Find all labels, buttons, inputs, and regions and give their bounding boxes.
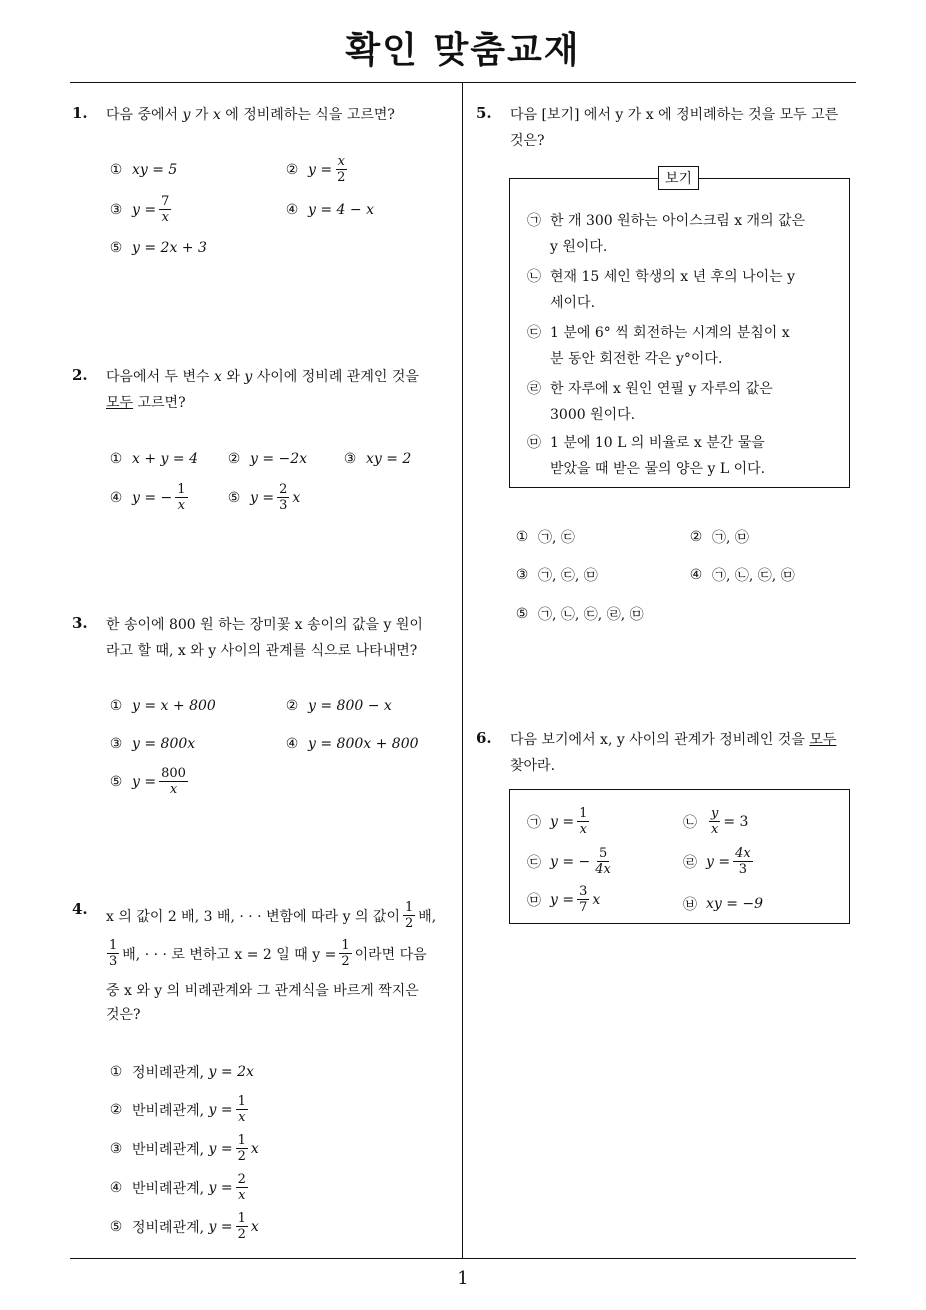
q4-number: 4.: [72, 900, 88, 918]
q3-option-4[interactable]: ④ y = 800x + 800: [285, 736, 419, 752]
q4-option-3[interactable]: ③ 반비례관계, y = $\frac{1}{2}$ x: [109, 1133, 259, 1164]
q5-item-4-line1: ㉣ 한 자루에 x 원인 연필 y 자루의 값은: [527, 381, 773, 397]
q4-line2: $\frac{1}{3}$ 배, · · · 로 변하고 x = 2 일 때 y = $\frac{1}{2}$ 이라면 다음: [109, 938, 427, 969]
q5-item-2-line1: ㉡ 현재 15 세인 학생의 x 년 후의 나이는 y: [527, 269, 796, 285]
q2-option-3[interactable]: ③ xy = 2: [343, 451, 412, 467]
q5-item-3-line1: ㉢ 1 분에 6° 씩 회전하는 시계의 분침이 x: [527, 325, 790, 341]
q3-line1: 한 송이에 800 원 하는 장미꽃 x 송이의 값을 y 원이: [106, 617, 423, 633]
q6-number: 6.: [476, 729, 492, 747]
q5-line1: 다음 [보기] 에서 y 가 x 에 정비례하는 것을 모두 고른: [510, 107, 839, 123]
q3-option-1[interactable]: ① y = x + 800: [109, 698, 216, 714]
q5-option-1[interactable]: ① ㉠, ㉢: [515, 529, 575, 546]
q6-item-5: ㉤ y = $\frac{3}{7}$ x: [527, 884, 601, 915]
q3-option-3[interactable]: ③ y = 800x: [109, 736, 196, 752]
q3-option-2[interactable]: ② y = 800 − x: [285, 698, 392, 714]
page-title: 확인 맞춤교재: [345, 30, 581, 71]
q4-option-4[interactable]: ④ 반비례관계, y = $\frac{2}{x}$: [109, 1172, 246, 1203]
q5-item-5-line1: ㉤ 1 분에 10 L 의 비율로 x 분간 물을: [527, 435, 765, 451]
q2-option-5[interactable]: ⑤ y = $\frac{2}{3}$ x: [227, 482, 301, 513]
q3-option-5[interactable]: ⑤ y = $\frac{800}{x}$: [109, 766, 186, 797]
q6-item-4: ㉣ y = $\frac{4x}{3}$: [683, 846, 751, 877]
q4-line3: 중 x 와 y 의 비례관계와 그 관계식을 바르게 짝지은: [106, 983, 419, 999]
q2-option-1[interactable]: ① x + y = 4: [109, 451, 198, 467]
q5-line2: 것은?: [510, 133, 545, 149]
q1-text: 다음 중에서 y 가 x 에 정비례하는 식을 고르면?: [106, 107, 395, 123]
q1-option-2[interactable]: ② y = $\frac{x}{2}$: [285, 154, 346, 185]
q6-item-3: ㉢ y = − $\frac{5}{4x}$: [527, 846, 611, 877]
column-divider: [462, 83, 463, 1258]
top-rule: [70, 82, 856, 83]
q1-option-3[interactable]: ③ y = $\frac{7}{x}$: [109, 194, 170, 225]
q1-option-4[interactable]: ④ y = 4 − x: [285, 202, 374, 218]
q1-option-5[interactable]: ⑤ y = 2x + 3: [109, 240, 207, 256]
q4-option-1[interactable]: ① 정비례관계, y = 2x: [109, 1064, 254, 1081]
q5-item-5-line2: 받았을 때 받은 물의 양은 y L 이다.: [550, 461, 766, 477]
q2-option-4[interactable]: ④ y = − $\frac{1}{x}$: [109, 482, 186, 513]
q5-option-4[interactable]: ④ ㉠, ㉡, ㉢, ㉤: [689, 567, 795, 584]
q5-option-3[interactable]: ③ ㉠, ㉢, ㉤: [515, 567, 598, 584]
q2-line1: 다음에서 두 변수 x 와 y 사이에 정비례 관계인 것을: [106, 369, 419, 385]
q6-item-2: ㉡ $\frac{y}{x}$ = 3: [683, 806, 749, 837]
q5-item-1-line2: y 원이다.: [550, 239, 608, 255]
q4-line1: x 의 값이 2 배, 3 배, · · · 변함에 따라 y 의 값이 $\frac{1}{2}$ 배,: [106, 900, 437, 931]
q6-item-1: ㉠ y = $\frac{1}{x}$: [527, 806, 588, 837]
q5-item-1-line1: ㉠ 한 개 300 원하는 아이스크림 x 개의 값은: [527, 213, 806, 229]
q6-line1: 다음 보기에서 x, y 사이의 관계가 정비례인 것을 모두: [510, 732, 837, 748]
q6-line2: 찾아라.: [510, 758, 556, 774]
bottom-rule: [70, 1258, 856, 1259]
q5-option-5[interactable]: ⑤ ㉠, ㉡, ㉢, ㉣, ㉤: [515, 606, 644, 623]
q1-option-1[interactable]: ① xy = 5: [109, 162, 178, 178]
q5-number: 5.: [476, 104, 492, 122]
q6-item-6: ㉥ xy = −9: [683, 896, 764, 913]
q1-number: 1.: [72, 104, 88, 122]
page-number: 1: [457, 1268, 469, 1289]
q5-item-3-line2: 분 동안 회전한 각은 y°이다.: [550, 351, 723, 367]
q5-item-4-line2: 3000 원이다.: [550, 407, 636, 423]
q4-option-5[interactable]: ⑤ 정비례관계, y = $\frac{1}{2}$ x: [109, 1211, 259, 1242]
q5-box-label: 보기: [658, 166, 699, 190]
q2-number: 2.: [72, 366, 88, 384]
q2-line2: 모두 고르면?: [106, 395, 186, 411]
q5-item-2-line2: 세이다.: [550, 295, 596, 311]
q3-line2: 라고 할 때, x 와 y 사이의 관계를 식으로 나타내면?: [106, 643, 418, 659]
q5-option-2[interactable]: ② ㉠, ㉤: [689, 529, 749, 546]
q4-line4: 것은?: [106, 1007, 141, 1023]
q3-number: 3.: [72, 614, 88, 632]
q2-option-2[interactable]: ② y = −2x: [227, 451, 308, 467]
q4-option-2[interactable]: ② 반비례관계, y = $\frac{1}{x}$: [109, 1094, 246, 1125]
